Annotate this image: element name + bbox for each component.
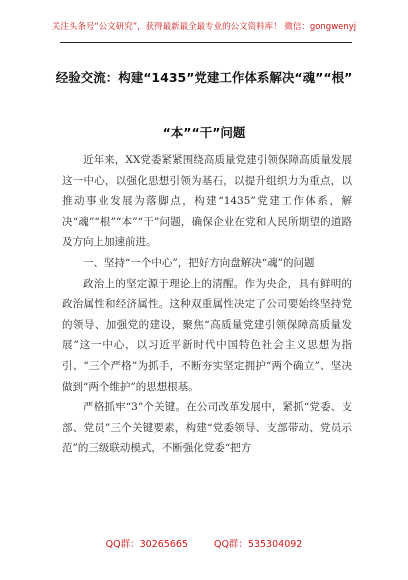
page-header-banner: 关注头条号“公文研究”，获得最新最全最专业的公文资料库！ 微信：gongwenyj (51, 22, 357, 32)
paragraph-political: 政治上的坚定源于理论上的清醒。作为央企，具有鲜明的政治属性和经济属性。这种双重属性决定了公司要始终坚持党的领导、加强党的建设，聚焦“高质量党建引领保障高质量发展”这一中心，以习近平新时代中国特色社会主义思想为指引、“三个严格”为抓手，不断夯实坚定拥护“两个确立”、坚决做到“两个维护”的思想根基。 (62, 277, 352, 393)
footer-qq-group-1: QQ群：30265665 (105, 539, 188, 550)
document-title-line-1: 经验交流：构建“1435”党建工作体系解决“魂”“根” (55, 70, 353, 85)
section-heading-1: 一、坚持“一个中心”，把好方向盘解决“魂”的问题 (83, 256, 315, 269)
paragraph-intro: 近年来，XX党委紧紧围绕高质量党建引领保障高质量发展这一中心，以强化思想引领为基石，以提升组织力为重点，以推动事业发展为落脚点，构建“1435”党建工作体系，解决“魂”“根”“本”“干”问题，确保企业在党和人民所期望的道路及方向上加速前进。 (62, 154, 352, 249)
header-divider (60, 42, 352, 43)
paragraph-three-keys: 严格抓牢“3”个关键。在公司改革发展中，紧抓“党委、支部、党员”三个关键要素，构建“党委领导、支部带动、党员示范”的三级联动模式，不断强化党委“把方 (62, 401, 352, 455)
footer-qq-group-2: QQ群：535304092 (213, 539, 303, 550)
document-body (62, 150, 352, 459)
document-title-line-2: “本”“干”问题 (162, 125, 246, 140)
page-footer (0, 536, 408, 550)
